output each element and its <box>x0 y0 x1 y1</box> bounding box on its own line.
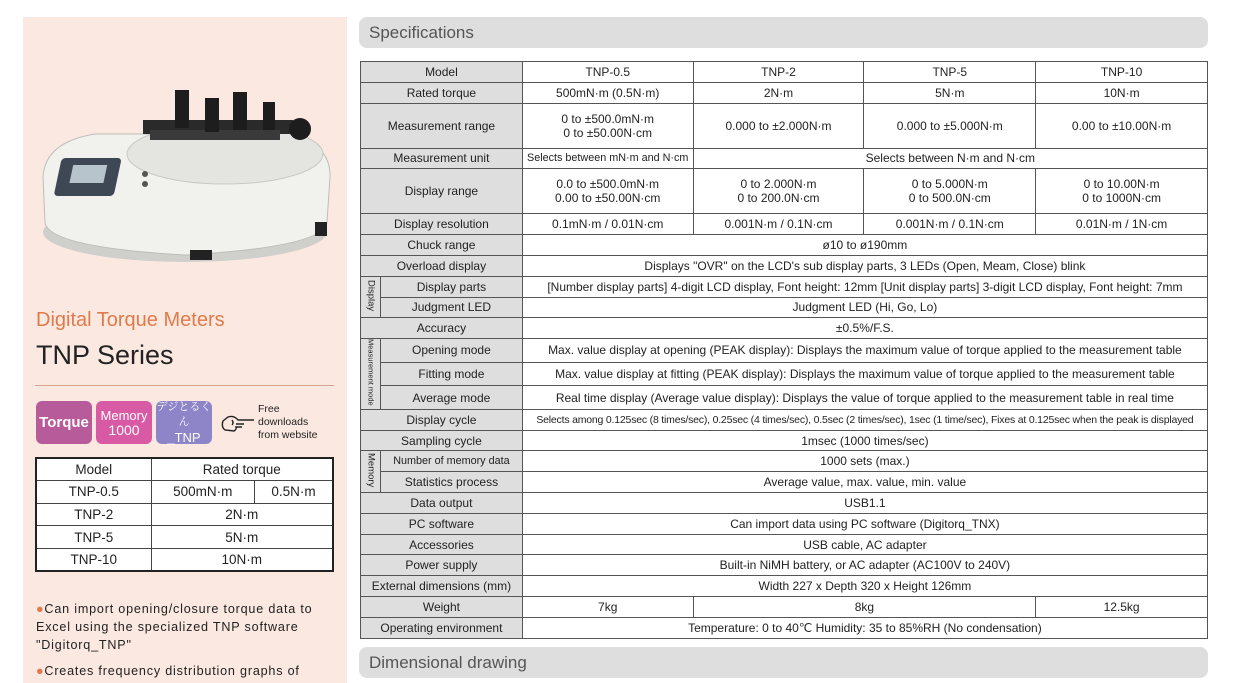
spec-row-measurement-unit <box>361 148 1208 169</box>
spec-row-accessories <box>361 534 1208 555</box>
spec-value <box>1036 169 1208 214</box>
note-item <box>36 600 336 654</box>
spec-value: 0.000 to ±5.000N·m <box>864 103 1036 148</box>
spec-value: Can import data using PC software (Digitorq_TNX) <box>522 513 1207 534</box>
spec-row-sampling-cycle <box>361 430 1208 451</box>
spec-row-fitting-mode <box>361 362 1208 386</box>
torque-badge-label: Torque <box>39 414 89 431</box>
free-download-text <box>258 403 318 442</box>
product-subtitle: Digital Torque Meters <box>36 309 225 331</box>
spec-value: 0.001N·m / 0.1N·cm <box>693 214 864 235</box>
cell-model: TNP-2 <box>36 503 151 526</box>
label-power-supply: Power supply <box>361 555 523 576</box>
free-download-note <box>220 403 318 442</box>
label-fitting-mode: Fitting mode <box>380 362 522 386</box>
spec-row-display-parts <box>361 276 1208 297</box>
spec-value: Temperature: 0 to 40℃ Humidity: 35 to 85%RH (No condensation) <box>522 617 1207 638</box>
spec-value: USB1.1 <box>522 493 1207 514</box>
product-panel <box>23 17 347 683</box>
spec-row-power-supply <box>361 555 1208 576</box>
specifications-table <box>360 61 1208 639</box>
label-operating-environment: Operating environment <box>361 617 523 638</box>
rated-torque-table <box>35 457 334 572</box>
model-name: TNP-2 <box>693 62 864 83</box>
label-model: Model <box>361 62 523 83</box>
spec-row-pc-software <box>361 513 1208 534</box>
spec-value: Max. value display at opening (PEAK display): Displays the maximum value of torque applied to the measurement table <box>522 339 1207 363</box>
free-line-2: downloads <box>258 416 309 428</box>
spec-value: 10N·m <box>1036 82 1208 103</box>
spec-line: 0 to 500.0N·cm <box>908 191 991 206</box>
spec-value: 1msec (1000 times/sec) <box>522 430 1207 451</box>
label-accuracy: Accuracy <box>361 318 523 339</box>
spec-line: 0 to 1000N·cm <box>1082 191 1161 206</box>
spec-line: 0 to ±500.0mN·m <box>561 111 655 126</box>
specifications-heading: Specifications <box>359 17 1208 48</box>
spec-value: Displays "OVR" on the LCD's sub display parts, 3 LEDs (Open, Meam, Close) blink <box>522 255 1207 276</box>
group-label: Memory <box>365 453 377 488</box>
table-row <box>36 548 333 571</box>
note-text: Can import opening/closure torque data to Excel using the specialized TNP software "Digitorq_TNP" <box>36 602 313 652</box>
spec-line: 0 to 200.0N·cm <box>737 191 820 206</box>
spec-value: 12.5kg <box>1036 597 1208 618</box>
torque-badge <box>36 401 92 444</box>
free-line-3: from website <box>258 429 318 441</box>
spec-value: USB cable, AC adapter <box>522 534 1207 555</box>
spec-value: 0.000 to ±2.000N·m <box>693 103 864 148</box>
spec-row-display-range <box>361 169 1208 214</box>
spec-row-opening-mode <box>361 339 1208 363</box>
spec-value: 0.01N·m / 1N·cm <box>1036 214 1208 235</box>
spec-row-chuck-range <box>361 235 1208 256</box>
label-pc-software: PC software <box>361 513 523 534</box>
cell-model: TNP-0.5 <box>36 481 151 504</box>
spec-value: Judgment LED (Hi, Go, Lo) <box>522 297 1207 318</box>
spec-row-external-dimensions <box>361 576 1208 597</box>
spec-row-model <box>361 62 1208 83</box>
spec-value: 1000 sets (max.) <box>522 451 1207 472</box>
feature-badges <box>36 401 318 444</box>
group-measurement-mode <box>361 339 381 410</box>
spec-row-rated-torque <box>361 82 1208 103</box>
label-data-output: Data output <box>361 493 523 514</box>
spec-value: ±0.5%/F.S. <box>522 318 1207 339</box>
spec-value: Real time display (Average value display): Displays the value of torque applied to the measurement table in real time <box>522 386 1207 410</box>
model-name: TNP-5 <box>864 62 1036 83</box>
label-sampling-cycle: Sampling cycle <box>361 430 523 451</box>
divider <box>35 385 334 386</box>
spec-row-statistics <box>361 472 1208 493</box>
label-average-mode: Average mode <box>380 386 522 410</box>
header-model: Model <box>36 458 151 481</box>
model-name: TNP-10 <box>1036 62 1208 83</box>
group-label: Display <box>365 280 377 312</box>
spec-row-average-mode <box>361 386 1208 410</box>
label-number-of-memory: Number of memory data <box>380 451 522 472</box>
cell-torque: 5N·m <box>151 526 333 549</box>
label-opening-mode: Opening mode <box>380 339 522 363</box>
spec-value: 0.1mN·m / 0.01N·cm <box>522 214 693 235</box>
label-display-range: Display range <box>361 169 523 214</box>
label-display-cycle: Display cycle <box>361 409 523 430</box>
spec-value: Width 227 x Depth 320 x Height 126mm <box>522 576 1207 597</box>
label-display-parts: Display parts <box>380 276 522 297</box>
group-label: Measurement mode <box>366 339 376 406</box>
software-badge <box>156 401 212 444</box>
torque-meter-image <box>35 72 340 272</box>
spec-value <box>693 169 864 214</box>
label-weight: Weight <box>361 597 523 618</box>
note-text: Creates frequency distribution graphs of <box>44 664 300 678</box>
table-row <box>36 526 333 549</box>
software-badge-name: _TNP <box>167 430 201 445</box>
cell-model: TNP-10 <box>36 548 151 571</box>
spec-line: 0 to ±50.00N·cm <box>563 125 653 140</box>
memory-badge <box>96 401 152 444</box>
spec-value: 7kg <box>522 597 693 618</box>
bullet-icon: ● <box>36 602 45 616</box>
table-row <box>36 503 333 526</box>
label-external-dimensions: External dimensions (mm) <box>361 576 523 597</box>
spec-line: 0 to 5.000N·m <box>911 177 988 192</box>
cell-torque: 500mN·m <box>151 481 254 504</box>
label-measurement-unit: Measurement unit <box>361 148 523 169</box>
spec-value: 0.001N·m / 0.1N·cm <box>864 214 1036 235</box>
bullet-icon: ● <box>36 664 45 678</box>
label-judgment-led: Judgment LED <box>380 297 522 318</box>
cell-torque: 0.5N·m <box>254 481 333 504</box>
spec-row-display-resolution <box>361 214 1208 235</box>
feature-notes <box>36 600 336 683</box>
spec-value <box>522 103 693 148</box>
spec-value: 2N·m <box>693 82 864 103</box>
spec-value: 500mN·m (0.5N·m) <box>522 82 693 103</box>
spec-value <box>864 169 1036 214</box>
memory-badge-value: 1000 <box>108 421 140 438</box>
label-accessories: Accessories <box>361 534 523 555</box>
group-display <box>361 276 381 318</box>
spec-row-operating-environment <box>361 617 1208 638</box>
label-chuck-range: Chuck range <box>361 235 523 256</box>
note-item <box>36 662 336 680</box>
spec-row-measurement-range <box>361 103 1208 148</box>
cell-model: TNP-5 <box>36 526 151 549</box>
spec-row-number-of-memory <box>361 451 1208 472</box>
spec-row-display-cycle <box>361 409 1208 430</box>
spec-value: 0.00 to ±10.00N·m <box>1036 103 1208 148</box>
cell-torque: 2N·m <box>151 503 333 526</box>
spec-line: 0 to 10.00N·m <box>1083 177 1160 192</box>
spec-value: 5N·m <box>864 82 1036 103</box>
spec-line: 0.0 to ±500.0mN·m <box>556 177 660 192</box>
spec-row-data-output <box>361 493 1208 514</box>
spec-line: 0.00 to ±50.00N·cm <box>555 191 661 206</box>
dimensional-drawing-heading: Dimensional drawing <box>359 647 1208 678</box>
spec-value: ø10 to ø190mm <box>522 235 1207 256</box>
label-statistics: Statistics process <box>380 472 522 493</box>
software-badge-label: デジとるくん <box>156 401 212 428</box>
label-overload-display: Overload display <box>361 255 523 276</box>
label-measurement-range: Measurement range <box>361 103 523 148</box>
spec-value: Selects among 0.125sec (8 times/sec), 0.25sec (4 times/sec), 0.5sec (2 times/sec), 1sec (1 time/sec), Fixes at 0.125sec when the peak is displayed <box>522 409 1207 430</box>
free-line-1: Free <box>258 403 280 415</box>
spec-value: Average value, max. value, min. value <box>522 472 1207 493</box>
spec-row-accuracy <box>361 318 1208 339</box>
label-rated-torque: Rated torque <box>361 82 523 103</box>
table-header-row <box>36 458 333 481</box>
label-display-resolution: Display resolution <box>361 214 523 235</box>
group-memory <box>361 451 381 493</box>
spec-row-judgment-led <box>361 297 1208 318</box>
spec-line: 0 to 2.000N·m <box>740 177 817 192</box>
memory-badge-label: Memory <box>100 407 148 423</box>
product-title: TNP Series <box>36 340 174 370</box>
spec-value: Selects between N·m and N·cm <box>693 148 1207 169</box>
spec-row-overload-display <box>361 255 1208 276</box>
header-rated-torque: Rated torque <box>151 458 333 481</box>
spec-value: 8kg <box>693 597 1036 618</box>
spec-value: [Number display parts] 4-digit LCD display, Font height: 12mm [Unit display parts] 3-digit LCD display, Font height: 7mm <box>522 276 1207 297</box>
cell-torque: 10N·m <box>151 548 333 571</box>
table-row <box>36 481 333 504</box>
spec-value: Max. value display at fitting (PEAK display): Displays the maximum value of torque applied to the measurement table <box>522 362 1207 386</box>
spec-value: Selects between mN·m and N·cm <box>522 148 693 169</box>
spec-value <box>522 169 693 214</box>
spec-row-weight <box>361 597 1208 618</box>
model-name: TNP-0.5 <box>522 62 693 83</box>
spec-value: Built-in NiMH battery, or AC adapter (AC100V to 240V) <box>522 555 1207 576</box>
pointing-hand-icon <box>220 411 256 435</box>
